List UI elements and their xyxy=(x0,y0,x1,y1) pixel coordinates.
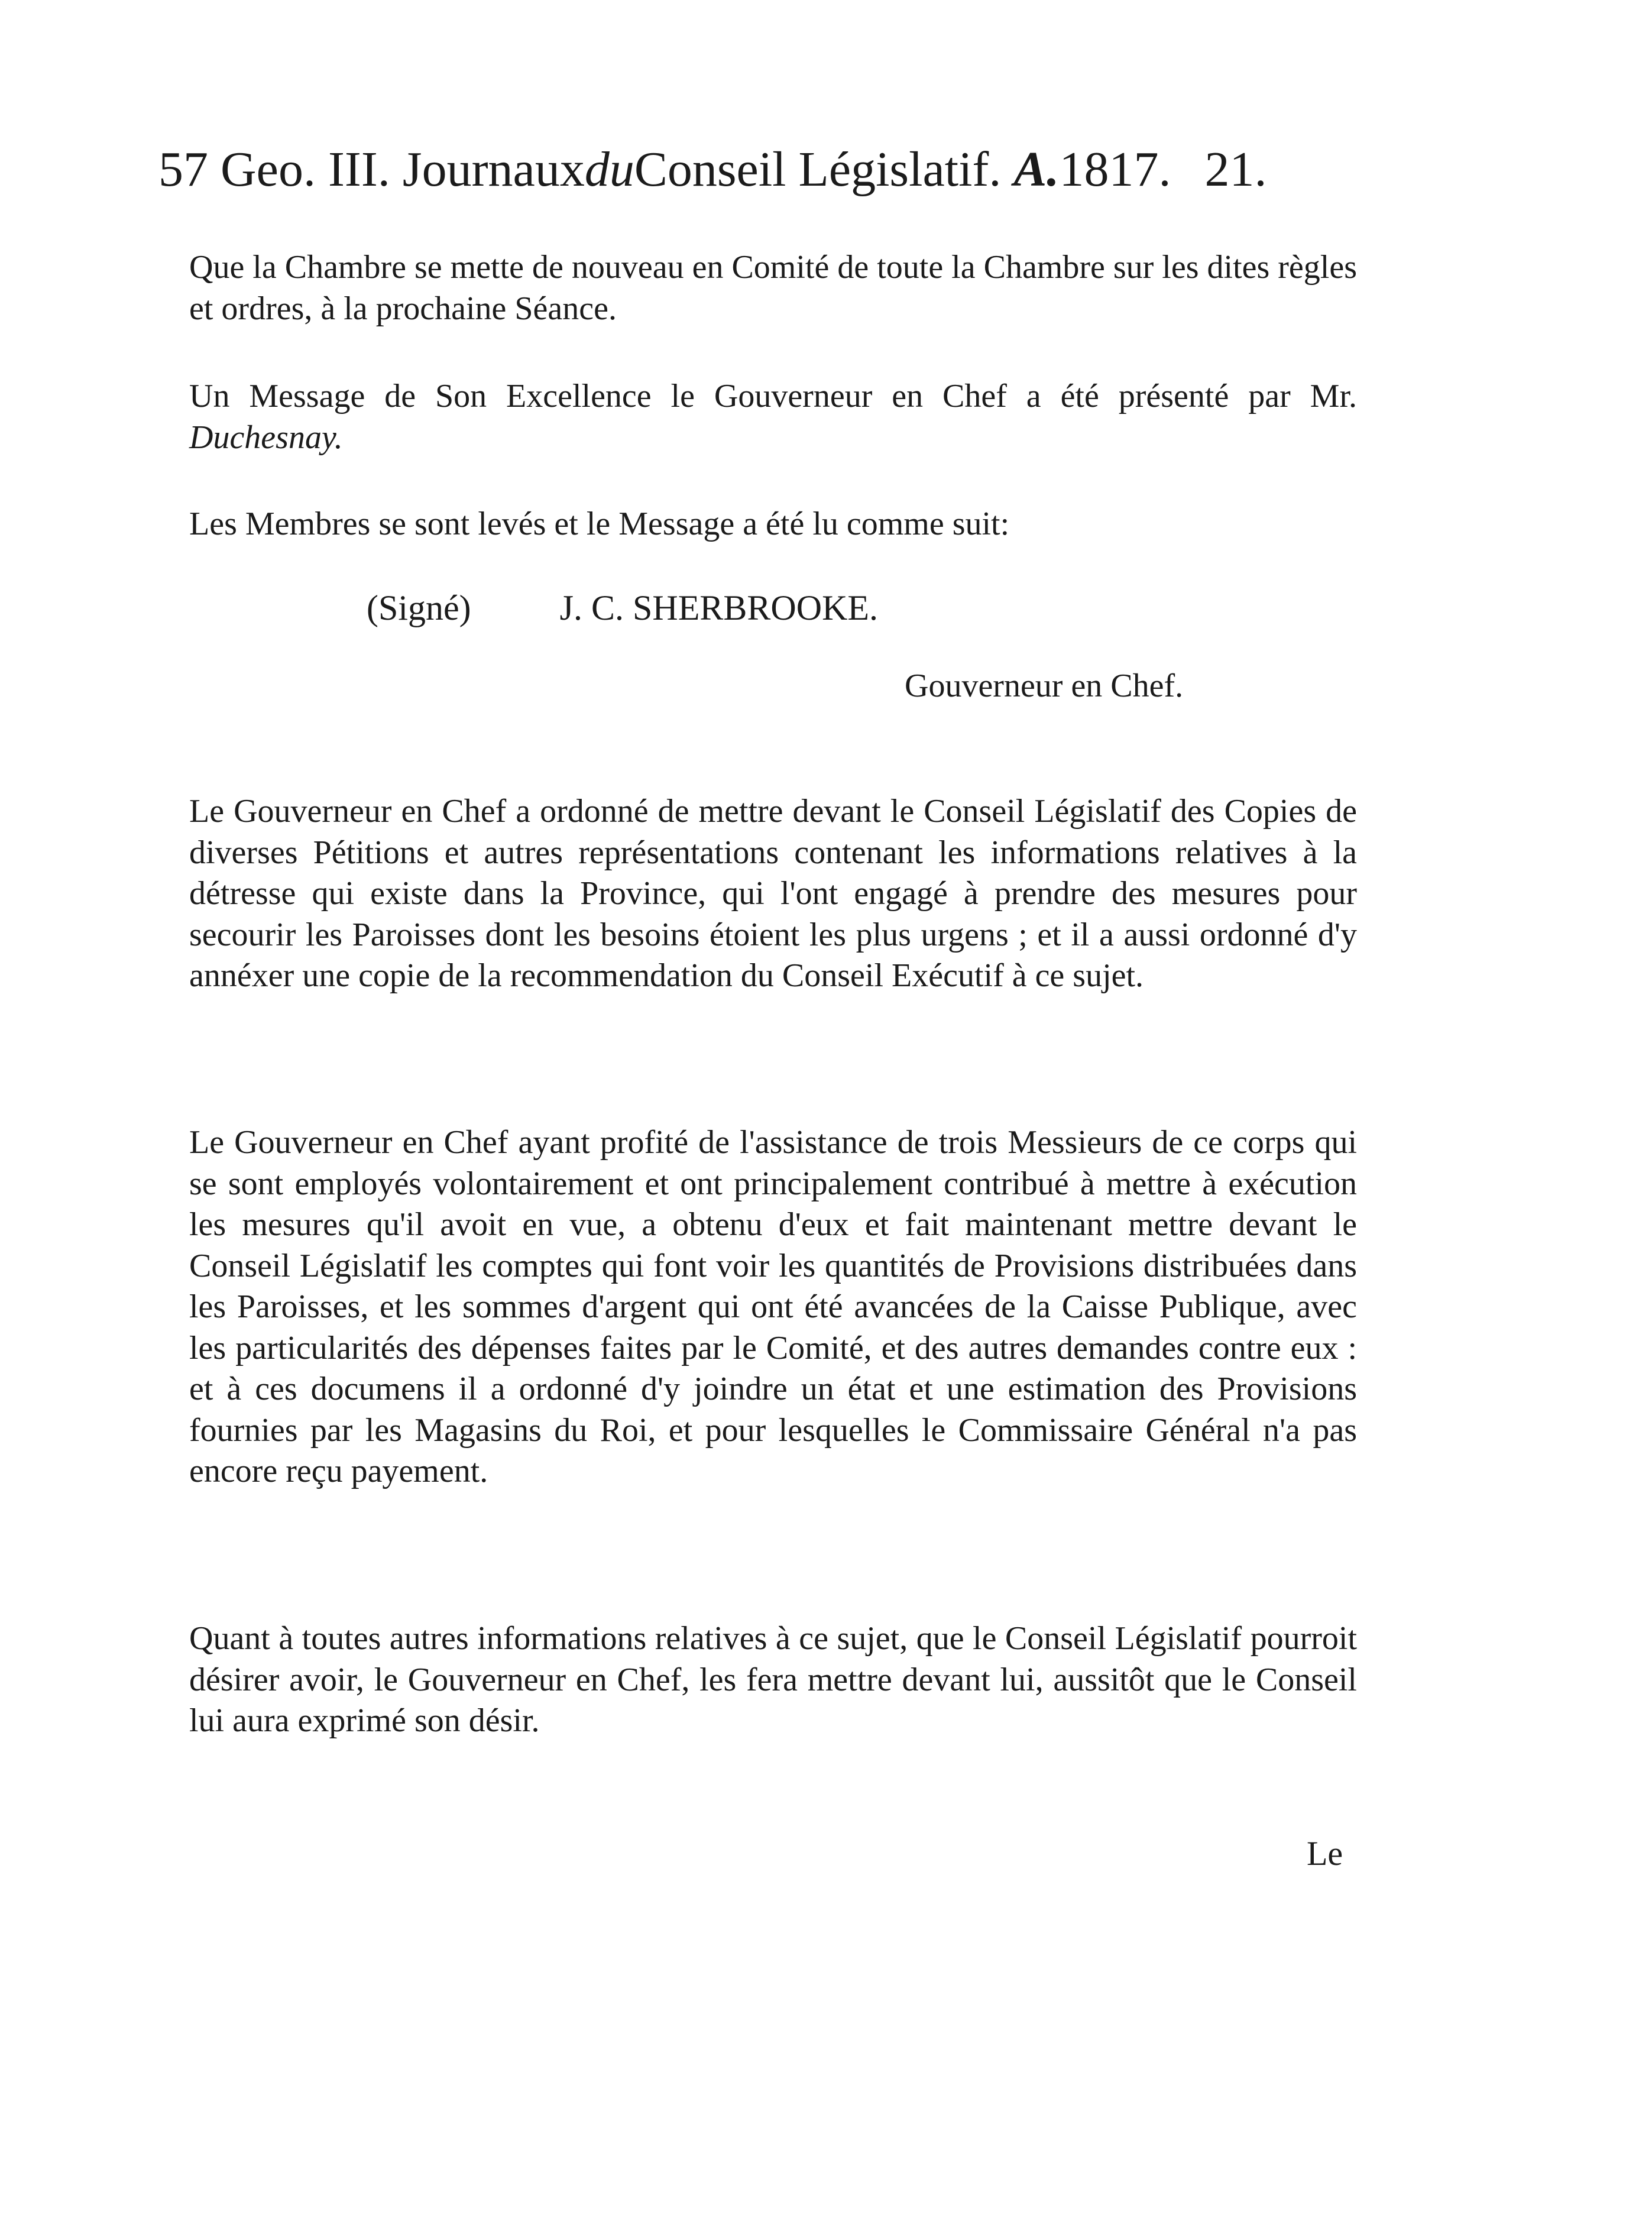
journal-title-conseil: Conseil Législatif. xyxy=(634,142,1002,197)
paragraph-accounts: Le Gouverneur en Chef ayant profité de l'assistance de trois Messieurs de ce corps qui se sont employés volontairement et ont principalement contribué à mettre à exécution les mesures qu'il avoit en vue, a obtenu d'eux et fait maintenant mettre devant le Conseil Législatif les comptes qui font voir les quantités de Provisions distribuées dans les Paroisses, et les sommes d'argent qui ont été avancées de la Caisse Publique, avec les particularités des dépenses faites par le Comité, et des autres demandes contre eux : et à ces documens il a ordonné d'y joindre un état et une estimation des Provisions fournies par les Magasins du Roi, et pour lesquelles le Commissaire Général n'a pas encore reçu payement. xyxy=(189,1124,1357,1489)
signature-line xyxy=(367,587,878,629)
catchword: Le xyxy=(1307,1834,1343,1873)
paragraph-petitions: Le Gouverneur en Chef a ordonné de mettre devant le Conseil Législatif des Copies de diverses Pétitions et autres représentations contenant les informations relatives à la détresse qui existe dans la Province, qui l'ont engagé à prendre des mesures pour secourir les Paroisses dont les besoins étoient les plus urgens ; et il a aussi ordonné d'y annéxer une copie de la recommendation du Conseil Exécutif à ce sujet. xyxy=(189,793,1357,994)
journal-title-du: du xyxy=(584,142,634,197)
session-reference: 57 Geo. III. xyxy=(158,142,390,197)
signatory-name: J. C. SHERBROOKE. xyxy=(559,588,879,627)
signatory-title: Gouverneur en Chef. xyxy=(905,668,1184,704)
page-number: 21. xyxy=(1204,142,1267,197)
presenter-name: Duchesnay. xyxy=(189,419,343,456)
running-header xyxy=(158,137,1371,202)
anno-letter: A. xyxy=(1013,142,1060,197)
paragraph-resolution-committee: Que la Chambre se mette de nouveau en Comité de toute la Chambre sur les dites règles et ordres, à la prochaine Séance. xyxy=(189,249,1357,327)
message-presented-text: Un Message de Son Excellence le Gouverneur en Chef a été présenté par Mr. xyxy=(189,378,1357,414)
paragraph-further-information: Quant à toutes autres informations relatives à ce sujet, que le Conseil Législatif pourroit désirer avoir, le Gouverneur en Chef, les fera mettre devant lui, aussitôt que le Conseil lui aura exprimé son désir. xyxy=(189,1620,1357,1739)
signed-label: (Signé) xyxy=(367,588,471,627)
paragraph-message-presented xyxy=(189,376,1357,458)
paragraph-message-read: Les Membres se sont levés et le Message a été lu comme suit: xyxy=(189,506,1010,542)
journal-title-word: Journaux xyxy=(402,142,585,197)
year: 1817. xyxy=(1059,142,1171,197)
